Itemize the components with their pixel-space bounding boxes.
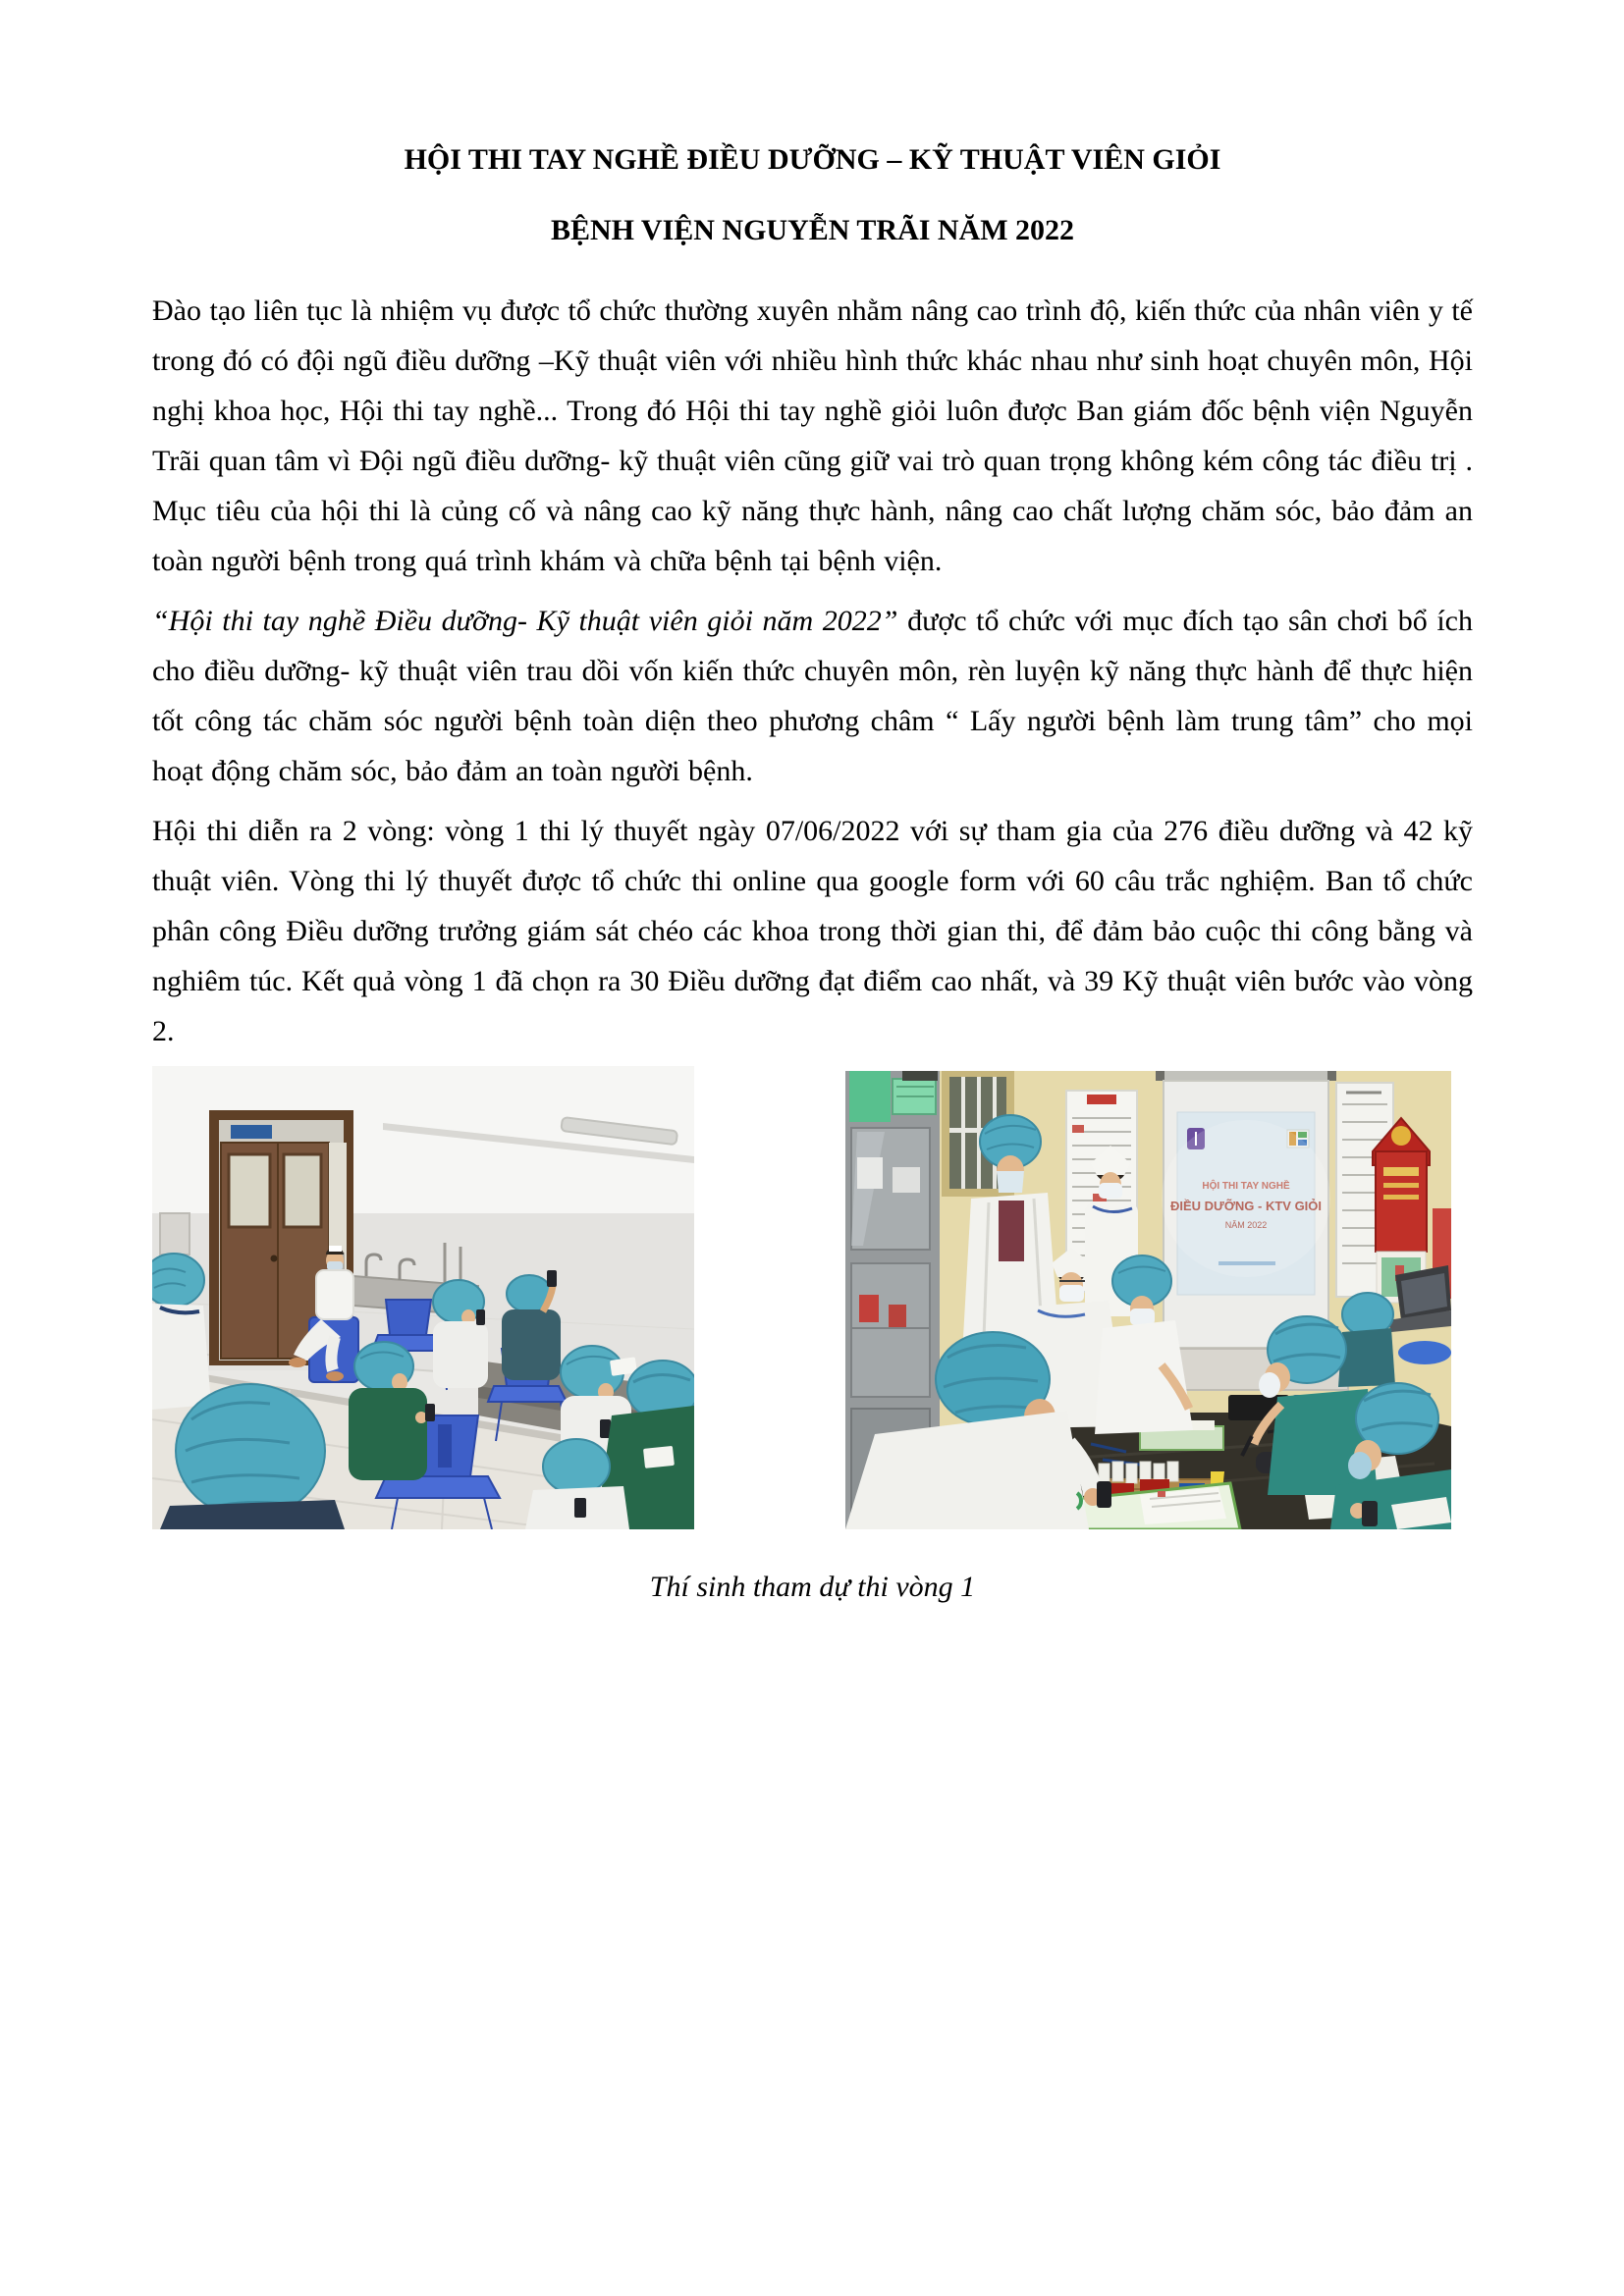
paragraph-2-quote-italic: “Hội thi tay nghề Điều dưỡng- Kỹ thuật viên giỏi năm 2022” <box>152 605 898 637</box>
slide-title-small: HỘI THI TAY NGHỀ <box>1202 1181 1290 1192</box>
seated-attendee-right-back <box>1338 1293 1395 1387</box>
slide-title-large: ĐIỀU DƯỠNG - KTV GIỎI <box>1169 1199 1323 1213</box>
red-supplies <box>859 1295 879 1322</box>
slide-title-year: NĂM 2022 <box>1224 1220 1268 1230</box>
phone <box>425 1404 435 1421</box>
green-storage-box <box>849 1071 891 1122</box>
phone <box>547 1270 557 1287</box>
sandal <box>289 1358 306 1367</box>
document-title-line1: HỘI THI TAY NGHỀ ĐIỀU DƯỠNG – KỸ THUẬT VIÊN GIỎI <box>404 143 1221 176</box>
inner-shirt <box>999 1201 1024 1261</box>
face-mask <box>997 1171 1024 1193</box>
face-mask <box>1348 1452 1372 1479</box>
paragraph-3-text: Hội thi diễn ra 2 vòng: vòng 1 thi lý thuyết ngày 07/06/2022 với sự tham gia của 276 điều dưỡng và 42 kỹ thuật viên. Vòng thi lý thuyết được tổ chức thi online qua google form với 60 câu trắc nghiệm. Ban tổ chức phân công Điều dưỡng trưởng giám sát chéo các khoa trong thời gian thi, để đảm bảo cuộc thi công bằng và nghiêm túc. Kết quả vòng 1 đã chọn ra 30 Điều dưỡng đạt điểm cao nhất, và 39 Kỹ thuật viên bước vào vòng 2. <box>152 815 1473 1047</box>
paragraph-3 <box>152 806 1473 1056</box>
attendee-left-edge <box>152 1254 211 1410</box>
face-mask <box>1059 1285 1084 1302</box>
paragraph-1 <box>152 286 1473 586</box>
phone <box>476 1309 485 1325</box>
phone <box>1362 1501 1378 1526</box>
photo-left-briefing-room <box>152 1066 694 1529</box>
attendee-white-mid <box>433 1280 488 1388</box>
attendee-darkteal-right <box>502 1270 561 1380</box>
photo-row <box>152 1066 1473 1529</box>
photo-caption: Thí sinh tham dự thi vòng 1 <box>649 1571 976 1603</box>
paper <box>643 1446 675 1468</box>
face-mask <box>1259 1372 1280 1398</box>
sandal <box>326 1371 344 1381</box>
face-mask <box>327 1261 343 1270</box>
document-title-line2: BỆNH VIỆN NGUYỄN TRÃI NĂM 2022 <box>550 214 1075 246</box>
nurse-cap <box>329 1246 342 1252</box>
phone <box>1097 1481 1111 1508</box>
face-mask <box>1099 1183 1122 1199</box>
electrical-box <box>160 1213 189 1255</box>
photo-right-meeting-room <box>845 1071 1451 1529</box>
document-body <box>152 286 1473 1056</box>
door-sign <box>231 1125 272 1139</box>
phone <box>574 1498 586 1518</box>
paragraph-1-text: Đào tạo liên tục là nhiệm vụ được tổ chức thường xuyên nhằm nâng cao trình độ, kiến thức của nhân viên y tế trong đó có đội ngũ điều dưỡng –Kỹ thuật viên với nhiều hình thức khác nhau như sinh hoạt chuyên môn, Hội nghị khoa học, Hội thi tay nghề... Trong đó Hội thi tay nghề giỏi luôn được Ban giám đốc bệnh viện Nguyễn Trãi quan tâm vì Đội ngũ điều dưỡng- kỹ thuật viên cũng giữ vai trò quan trọng không kém công tác điều trị . Mục tiêu của hội thi là củng cố và nâng cao kỹ năng thực hành, nâng cao chất lượng chăm sóc, bảo đảm an toàn người bệnh trong quá trình khám và chữa bệnh tại bệnh viện. <box>152 294 1473 577</box>
face-mask <box>1130 1308 1155 1325</box>
paragraph-2-text: được tổ chức với mục đích tạo sân chơi bổ ích cho điều dưỡng- kỹ thuật viên trau dồi vốn kiến thức chuyên môn, rèn luyện kỹ năng thực hành để thực hiện tốt công tác chăm sóc người bệnh toàn diện theo phương châm “ Lấy người bệnh làm trung tâm” cho mọi hoạt động chăm sóc, bảo đảm an toàn người bệnh. <box>152 605 1473 787</box>
paragraph-2 <box>152 596 1473 796</box>
red-supplies <box>889 1305 906 1328</box>
blue-tray <box>1398 1341 1451 1364</box>
door-handle <box>271 1255 278 1262</box>
